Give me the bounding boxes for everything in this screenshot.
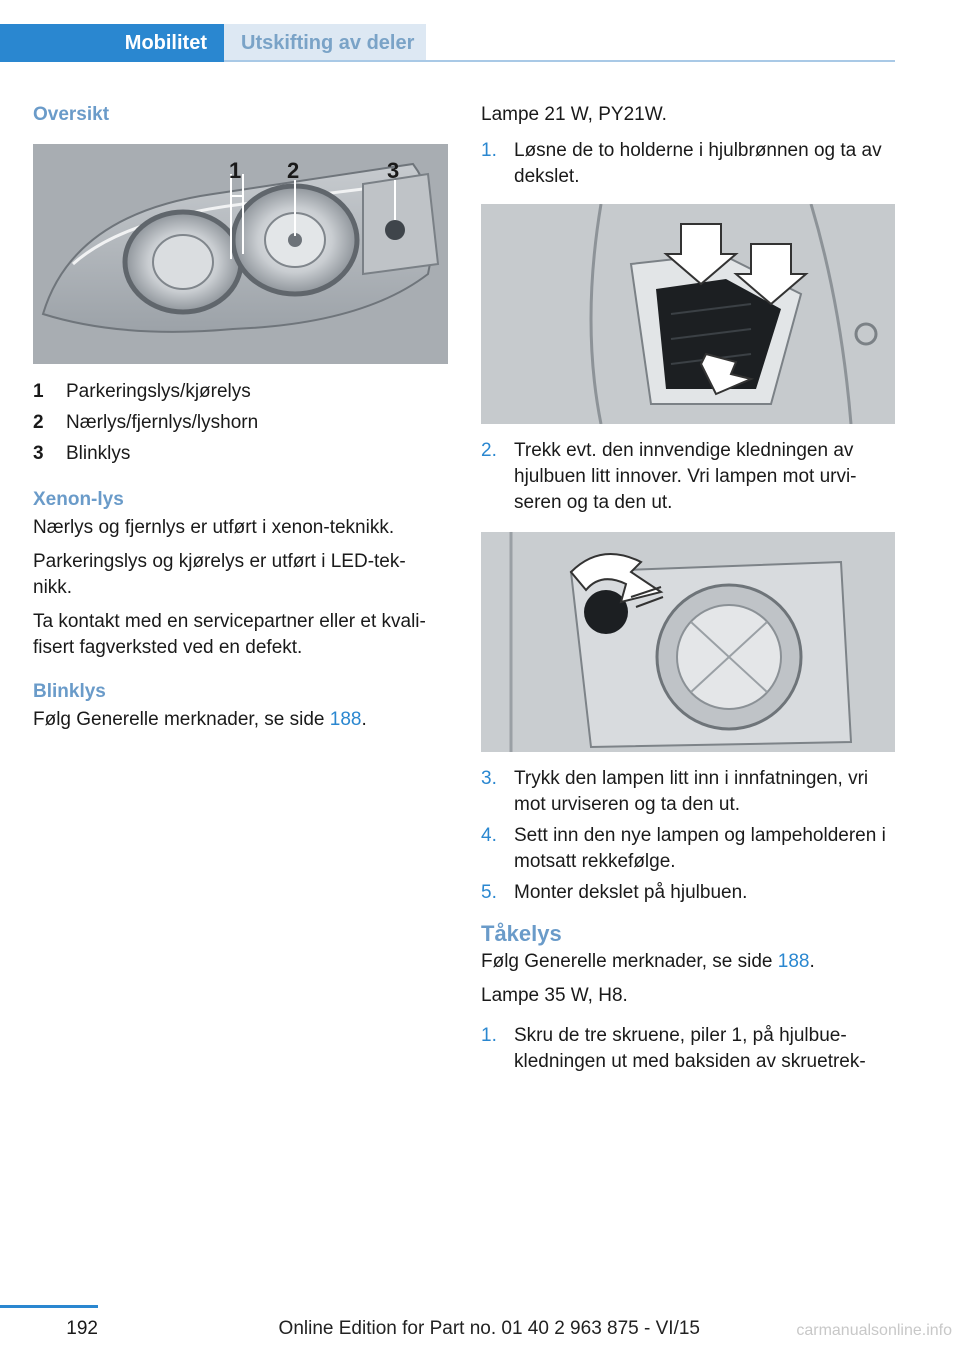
legend-number: 1 xyxy=(33,381,44,402)
fog-lamp-spec: Lampe 35 W, H8. xyxy=(481,985,628,1006)
headlight-figure xyxy=(33,144,448,364)
steps-list xyxy=(481,766,895,906)
fog-paragraph xyxy=(481,949,895,975)
fog-text: Følg Generelle merknader, se side xyxy=(481,951,778,972)
overview-heading: Oversikt xyxy=(33,104,110,125)
figure-label-1: 1 xyxy=(229,158,242,183)
legend-text: Parkeringslys/kjørelys xyxy=(66,381,251,402)
figure-label-3: 3 xyxy=(387,158,400,183)
legend-text: Nærlys/fjernlys/lyshorn xyxy=(66,412,259,433)
step-text: Trykk den lampen litt inn i innfatningen, vri mot urviseren og ta den ut. xyxy=(514,768,869,815)
steps-list xyxy=(481,1023,895,1075)
fog-light-heading: Tåkelys xyxy=(481,921,562,946)
step-item xyxy=(481,1023,895,1075)
legend-number: 3 xyxy=(33,443,44,464)
xenon-paragraph-2: Parkeringslys og kjørelys er utført i LED-tek‐ nikk. xyxy=(33,551,406,598)
punctuation: . xyxy=(809,951,815,972)
step-number: 3. xyxy=(481,768,497,789)
step-text: Løsne de to holderne i hjulbrønnen og ta av dekslet. xyxy=(514,140,882,187)
left-column xyxy=(33,100,448,733)
step-text: Sett inn den nye lampen og lampeholderen i motsatt rekkefølge. xyxy=(514,825,886,872)
step-text: Monter dekslet på hjulbuen. xyxy=(514,882,748,903)
figure-legend xyxy=(33,376,448,469)
header-divider xyxy=(224,60,895,62)
legend-text: Blinklys xyxy=(66,443,131,464)
step-number: 5. xyxy=(481,882,497,903)
legend-number: 2 xyxy=(33,412,44,433)
page-number: 192 xyxy=(66,1318,98,1339)
edition-text: Online Edition for Part no. 01 40 2 963 875 - VI/15 xyxy=(278,1318,700,1339)
xenon-paragraph-1: Nærlys og fjernlys er utført i xenon-teknikk. xyxy=(33,517,395,538)
blinklys-paragraph xyxy=(33,707,448,733)
wheel-arch-cover-figure xyxy=(481,204,895,424)
footer-divider xyxy=(0,1305,98,1308)
watermark: carmanualsonline.info xyxy=(796,1322,952,1339)
step-number: 1. xyxy=(481,140,497,161)
right-column xyxy=(481,100,895,1080)
tab-mobilitet[interactable]: Mobilitet xyxy=(0,24,224,62)
tab-utskifting-av-deler[interactable]: Utskifting av deler xyxy=(224,24,426,62)
legend-item xyxy=(33,376,448,407)
step-item xyxy=(481,880,895,906)
blinklys-heading: Blinklys xyxy=(33,681,106,702)
page-reference-link[interactable]: 188 xyxy=(777,951,810,972)
step-text: Trekk evt. den innvendige kledningen av hjulbuen litt innover. Vri lampen mot urvi‐ seren og ta den ut. xyxy=(514,440,857,513)
lamp-spec: Lampe 21 W, PY21W. xyxy=(481,104,667,125)
xenon-heading: Xenon-lys xyxy=(33,489,124,510)
step-item xyxy=(481,138,895,190)
step-number: 1. xyxy=(481,1025,497,1046)
punctuation: . xyxy=(361,709,367,730)
step-text: Skru de tre skruene, piler 1, på hjulbue‐ kledningen ut med baksiden av skruetrek‐ xyxy=(514,1025,866,1072)
legend-item xyxy=(33,407,448,438)
step-number: 2. xyxy=(481,440,497,461)
figure-label-2: 2 xyxy=(287,158,300,183)
step-item xyxy=(481,766,895,818)
page-reference-link[interactable]: 188 xyxy=(329,709,362,730)
xenon-paragraph-3: Ta kontakt med en servicepartner eller et kvali‐ fisert fagverksted ved en defekt. xyxy=(33,611,426,658)
steps-list xyxy=(481,138,895,190)
lamp-holder-figure xyxy=(481,532,895,752)
blinklys-text: Følg Generelle merknader, se side xyxy=(33,709,330,730)
page-header xyxy=(0,0,960,62)
step-number: 4. xyxy=(481,825,497,846)
legend-item xyxy=(33,438,448,469)
steps-list xyxy=(481,438,895,516)
step-item xyxy=(481,438,895,516)
step-item xyxy=(481,823,895,875)
